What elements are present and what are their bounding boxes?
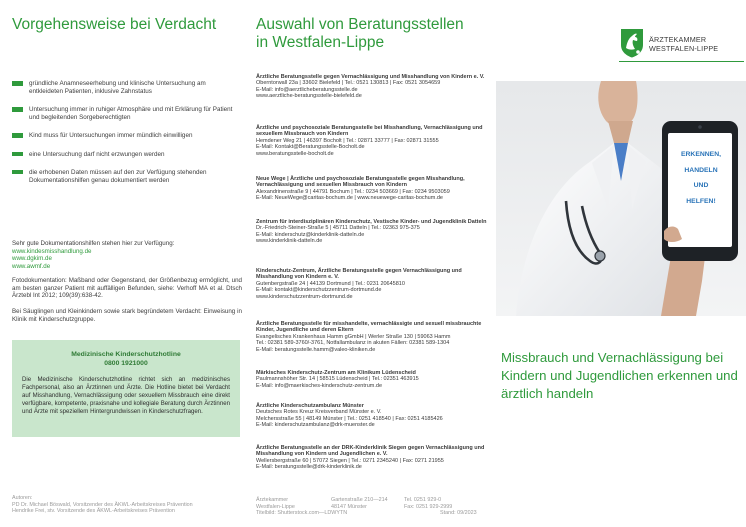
panel-cover (496, 0, 746, 527)
documentation-aids (12, 240, 242, 271)
authors-footer (12, 495, 242, 515)
footer-stand: Stand: 09/2023 (440, 510, 477, 516)
title-image-credit: Titelbild: Shutterstock.com—LDWYTN (256, 510, 348, 517)
phone-screen-text: ERKENNEN, HANDELN UND HELFEN! (680, 151, 722, 205)
link-dgkim[interactable]: www.dgkim.de (12, 255, 52, 263)
infants-referral-text: Bei Säuglingen und Kleinkindern sowie stark begründetem Verdacht: Einweisung in Klinik mit Kinderschutzgruppe. (12, 308, 242, 323)
procedure-item: eine Untersuchung darf nicht erzwungen werden (12, 151, 240, 159)
counseling-entry: Zentrum für interdisziplinären Kinderschutz, Vestische Kinder- und Jugendklinik Datteln Dr.-Friedrich-Steiner-Straße 5 | 45711 Datteln | Tel.: 02363 975-375 E-Mail: kinderschutz@kinderklinik-datteln.de www.kinderklinik-datteln.de (256, 219, 492, 245)
counseling-title: Auswahl von Beratungsstellen in Westfalen-Lippe (256, 16, 464, 51)
procedure-title: Vorgehensweise bei Verdacht (12, 16, 217, 33)
entry-title: Ärztliche Beratungsstelle für misshandelte, vernachlässigte und sexuell missbrauchte Kinder, Jugendliche und deren Eltern (256, 321, 482, 334)
bullet-bar-icon (12, 133, 23, 138)
procedure-item: Untersuchung immer in ruhiger Atmosphäre und mit Erklärung für Patient und begleitenden Sorgeberechtigten (12, 106, 240, 122)
logo-divider (619, 61, 744, 62)
footer-address: Gartenstraße 210—214 48147 Münster (331, 497, 388, 510)
entry-title: Kinderschutz-Zentrum, Ärztliche Beratungsstelle gegen Vernachlässigung und Misshandlung von Kindern e. V. (256, 268, 462, 281)
counseling-entry: Kinderschutz-Zentrum, Ärztliche Beratungsstelle gegen Vernachlässigung und Misshandlung von Kindern e. V. Gutenbergstraße 24 | 44139 Dortmund | Tel.: 0231 20645810 E-Mail: kontakt@kinderschutzzentrum-dortmund.de www.kinderschutzzentrum-dortmund.de (256, 268, 492, 300)
entry-title: Ärztliche Beratungsstelle an der DRK-Kinderklinik Siegen gegen Vernachlässigung und Misshandlung von Kindern und Jugendlichen e. V. (256, 445, 485, 458)
bullet-bar-icon (12, 107, 23, 112)
counseling-entry: Ärztliche Beratungsstelle gegen Vernachlässigung und Misshandlung von Kindern e. V. Oberntorwall 23a | 33602 Bielefeld | Tel.: 0521 130813 | Fax: 0521 3054659 E-Mail: info@aerztlicheberatungsstelle.de www.aerztliche-beratungsstelle-bielefeld.de (256, 74, 492, 100)
entry-title: Ärztliche und psychosoziale Beratungsstelle bei Misshandlung, Vernachlässigung und sexuellem Missbrauch von Kindern (256, 125, 483, 138)
authors-label: Autoren: (12, 495, 33, 501)
counseling-entry: Märkisches Kinderschutz-Zentrum am Klinikum Lüdenscheid Paulmannshöher Str. 14 | 58515 Lüdenscheid | Tel.: 02351 463915 E-Mail: info@maerkisches-kinderschutz-zentrum.de (256, 370, 492, 389)
link-awmf[interactable]: www.awmf.de (12, 263, 51, 271)
entry-title: Märkisches Kinderschutz-Zentrum am Klinikum Lüdenscheid (256, 370, 416, 376)
panel-counseling (246, 0, 496, 527)
cover-slogan: Missbrauch und Vernachlässigung bei Kindern und Jugendlichen erkennen und ärztlich handeln (501, 350, 738, 401)
author-line: PD Dr. Michael Böswald, Vorsitzender des ÄKWL-Arbeitskreises Prävention (12, 501, 193, 508)
hotline-number: 0800 1921000 (104, 359, 148, 367)
entry-title: Ärztliche Kinderschutzambulanz Münster (256, 403, 364, 409)
bullet-bar-icon (12, 152, 23, 157)
counseling-entry: Ärztliche Beratungsstelle an der DRK-Kinderklinik Siegen gegen Vernachlässigung und Misshandlung von Kindern und Jugendlichen e. V. Wellersbergstraße 60 | 57072 Siegen | Tel.: 0271 2345240 | Fax: 0271 21955 E-Mail: beratungsstelle@drk-kinderklinik.de (256, 445, 492, 471)
panel-procedure (0, 0, 246, 527)
counseling-entry: Neue Wege | Ärztliche und psychosoziale Beratungsstelle gegen Misshandlung, Vernachlässigung und sexuellen Missbrauch von Kindern Alexandrinenstraße 9 | 44791 Bochum | Tel.: 0234 503669 | Fax: 0234 9503059 E-Mail: NeueWege@caritas-bochum.de | www.neuewege-caritas-bochum.de (256, 176, 492, 202)
procedure-list (12, 80, 240, 195)
documentation-intro: Sehr gute Dokumentationshilfen stehen hier zur Verfügung: (12, 240, 175, 247)
bullet-bar-icon (12, 170, 23, 175)
photo-documentation-text: Fotodokumentation: Maßband oder Gegenstand, der Größenbezug ermöglicht, und am besten ganzer Patient mit auffälligen Befunden, siehe: Verhoff MA et al. Dtsch Ärztebl Int 2012; 109(39):638-42. (12, 277, 242, 300)
procedure-item: Kind muss für Untersuchungen immer mündlich einwilligen (12, 132, 240, 140)
counseling-entry: Ärztliche Beratungsstelle für misshandelte, vernachlässigte und sexuell missbrauchte Kinder, Jugendliche und deren Eltern Evangelisches Krankenhaus Hamm gGmbH | Werler Straße 130 | 59063 Hamm Tel.: 02381 589-3760/-3761, Notfallambulanz in akuten Fällen: 02381 589-1304 E-Mail: beratungsstelle.hamm@valeo-kliniken.de (256, 321, 492, 353)
hotline-box (12, 340, 240, 437)
counseling-entry: Ärztliche und psychosoziale Beratungsstelle bei Misshandlung, Vernachlässigung und sexuellem Missbrauch von Kindern Hemdener Weg 21 | 46397 Bocholt | Tel.: 02871 33777 | Fax: 02871 31555 E-Mail: Kontakt@Beratungsstelle-Bocholt.de www.beratungsstelle-bocholt.de (256, 125, 492, 157)
hotline-heading (12, 351, 240, 368)
bullet-bar-icon (12, 81, 23, 86)
author-line: Hendrike Frei, stv. Vorsitzende des ÄKWL-Arbeitskreises Prävention (12, 508, 175, 515)
hotline-title: Medizinische Kinderschutzhotline (71, 351, 181, 358)
link-kindesmisshandlung[interactable]: www.kindesmisshandlung.de (12, 247, 92, 255)
procedure-item: die erhobenen Daten müssen auf den zur Verfügung stehenden Dokumentationshilfen genau dokumentiert werden (12, 169, 240, 185)
entry-title: Neue Wege | Ärztliche und psychosoziale Beratungsstelle gegen Misshandlung, Vernachlässigung und sexuellen Missbrauch von Kindern (256, 176, 465, 189)
footer-phone: Tel. 0251 929-0 Fax: 0251 929-2999 (404, 497, 453, 510)
aerztekammer-shield-logo-icon (620, 28, 644, 58)
entry-title: Zentrum für interdisziplinären Kinderschutz, Vestische Kinder- und Jugendklinik Datteln (256, 219, 487, 225)
counseling-entry: Ärztliche Kinderschutzambulanz Münster Deutsches Rotes Kreuz Kreisverband Münster e. V. Melchersstraße 55 | 48149 Münster | Tel.: 0251 418540 | Fax: 0251 4185426 E-Mail: kinderschutzambulanz@drk-muenster.de (256, 403, 492, 429)
hotline-body: Die Medizinische Kinderschutzhotline richtet sich an medizinisches Fachpersonal, also an Ärztinnen und Ärzte. Die Hotline bietet bei Verdacht auf Misshandlung, Vernachlässigung oder sexuellem Missbrauch eine direkt verfügbare, kompetente, praxisnahe und kollegiale Beratung durch Ärztinnen und Ärzte mit speziellem Hintergrundwissen in Kinderschutzfragen. (22, 376, 230, 416)
footer-org: Ärztekammer Westfalen-Lippe Titelbild: Shutterstock.com—LDWYTN (256, 497, 348, 517)
entry-title: Ärztliche Beratungsstelle gegen Vernachlässigung und Misshandlung von Kindern e. V. (256, 74, 485, 80)
procedure-item: gründliche Anamneseerhebung und klinische Untersuchung am entkleideten Patienten, inklusive Zahnstatus (12, 80, 240, 96)
logo-wordmark: ÄRZTEKAMMER WESTFALEN-LIPPE (649, 35, 719, 54)
